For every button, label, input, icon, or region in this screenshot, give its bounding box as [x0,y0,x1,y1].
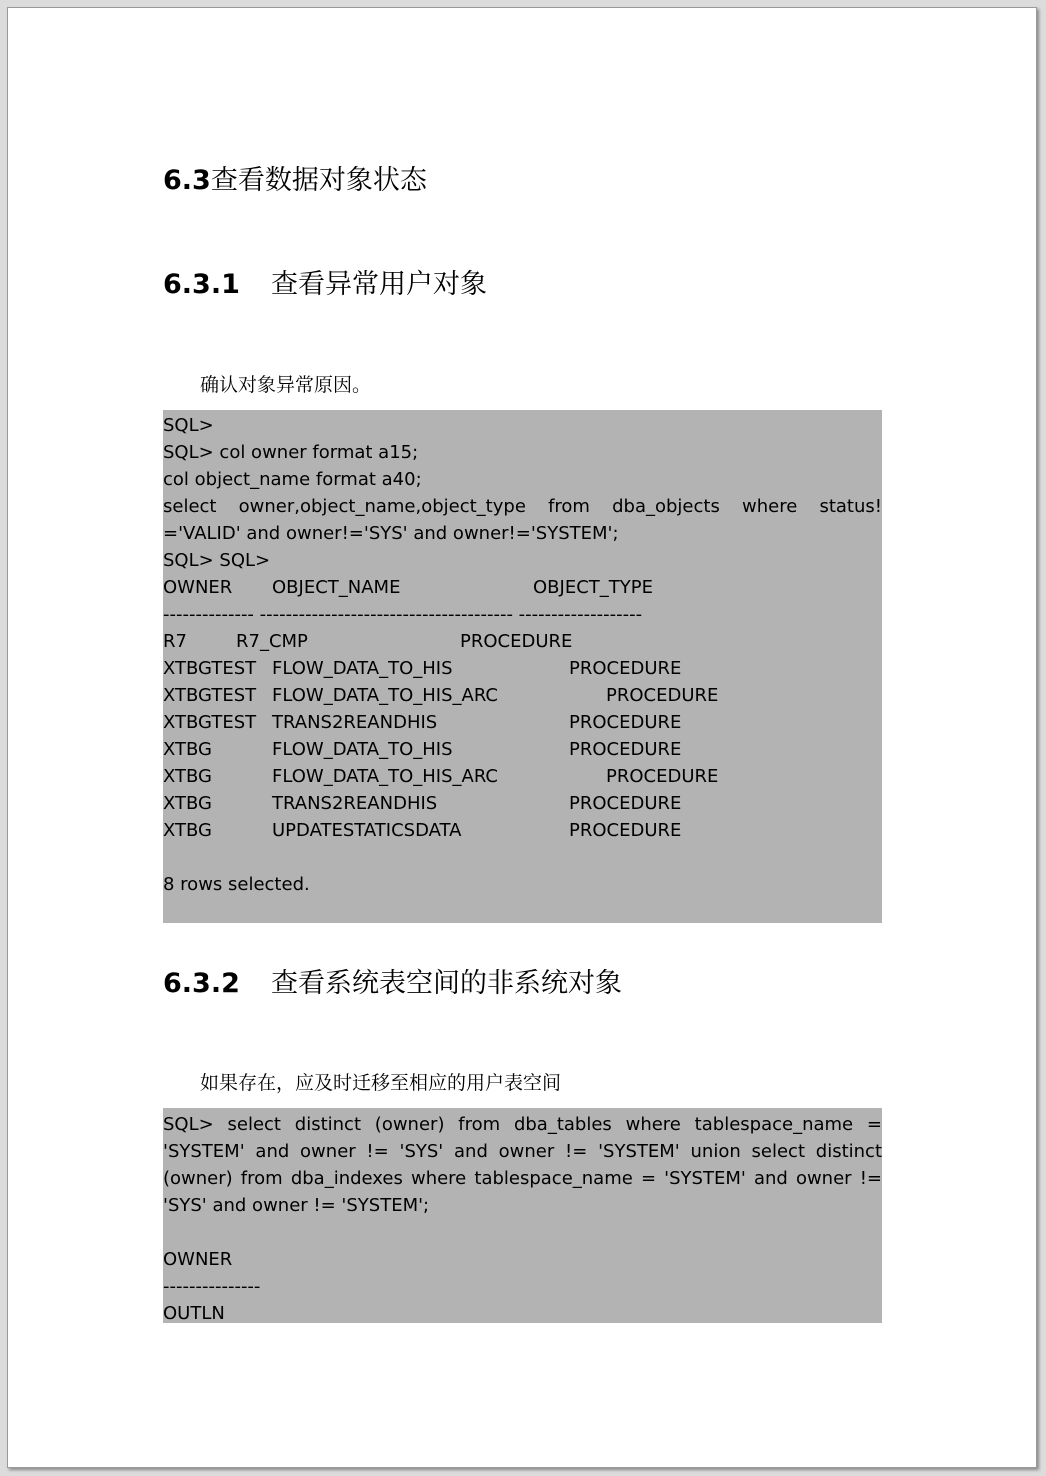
query-line: 'SYSTEM' and owner != 'SYS' and owner != 'SYSTEM' union select distinct [163,1141,882,1162]
result-separator: -------------- --------------------------------------- ------------------- [163,604,643,625]
rows-selected-footer: 8 rows selected. [163,874,310,895]
cell-object-name: TRANS2REANDHIS [272,793,438,814]
sql-code-block-2 [163,1108,882,1323]
code-word: owner,object_name,object_type [238,496,526,517]
section-number: 6.3 [163,165,211,196]
cell-object-name: FLOW_DATA_TO_HIS_ARC [272,685,499,706]
column-header-object-name: OBJECT_NAME [272,577,401,598]
code-line: ='VALID' and owner!='SYS' and owner!='SYSTEM'; [163,523,619,544]
cell-object-type: PROCEDURE [569,739,682,760]
subsection-description-2: 如果存在，应及时迁移至相应的用户表空间 [200,1072,562,1094]
column-header-owner: OWNER [163,577,233,598]
cell-owner: XTBG [163,766,212,787]
subsection-title-2: 查看系统表空间的非系统对象 [271,968,622,999]
table-row [163,682,882,709]
cell-object-type: PROCEDURE [569,712,682,733]
cell-object-type: PROCEDURE [460,631,573,652]
cell-object-type: PROCEDURE [569,820,682,841]
cell-object-name: FLOW_DATA_TO_HIS [272,658,453,679]
column-header-object-type: OBJECT_TYPE [533,577,653,598]
code-line-select [163,493,882,520]
cell-owner: XTBG [163,739,212,760]
query-line: 'SYS' and owner != 'SYSTEM'; [163,1195,430,1216]
cell-object-type: PROCEDURE [569,658,682,679]
query-line: SQL> select distinct (owner) from dba_tables where tablespace_name = [163,1114,882,1135]
code-word: status! [819,496,882,517]
code-word: dba_objects [612,496,720,517]
code-word: where [742,496,798,517]
section-heading [163,158,427,197]
code-line: SQL> col owner format a15; [163,442,419,463]
query-line: (owner) from dba_indexes where tablespace_name = 'SYSTEM' and owner != [163,1168,882,1189]
cell-object-name: UPDATESTATICSDATA [272,820,462,841]
cell-object-type: PROCEDURE [606,766,719,787]
cell-object-name: R7_CMP [236,631,308,652]
subsection-number-1: 6.3.1 [163,269,240,300]
table-row [163,763,882,790]
cell-owner: XTBGTEST [163,712,257,733]
code-line: SQL> SQL> [163,550,271,571]
cell-owner: R7 [163,631,187,652]
cell-object-name: TRANS2REANDHIS [272,712,438,733]
sql-code-block-1 [163,410,882,923]
table-row [163,709,882,736]
table-row [163,790,882,817]
subsection-heading-2 [163,961,622,1000]
cell-object-name: FLOW_DATA_TO_HIS_ARC [272,766,499,787]
document-page [7,7,1037,1468]
cell-object-name: FLOW_DATA_TO_HIS [272,739,453,760]
cell-object-type: PROCEDURE [569,793,682,814]
table-row [163,817,882,844]
subsection-description-1: 确认对象异常原因。 [200,374,372,396]
result-header-owner: OWNER [163,1249,233,1270]
cell-owner: XTBG [163,793,212,814]
subsection-heading-1 [163,262,487,301]
section-title: 查看数据对象状态 [210,165,427,196]
result-value: OUTLN [163,1303,225,1324]
subsection-number-2: 6.3.2 [163,968,240,999]
code-word: from [548,496,590,517]
table-row [163,628,882,655]
code-line: col object_name format a40; [163,469,422,490]
table-row [163,736,882,763]
result-header-row [163,574,882,601]
cell-owner: XTBGTEST [163,658,257,679]
cell-owner: XTBGTEST [163,685,257,706]
code-line: SQL> [163,415,214,436]
result-separator: --------------- [163,1276,261,1297]
cell-object-type: PROCEDURE [606,685,719,706]
subsection-title-1: 查看异常用户对象 [271,269,487,300]
cell-owner: XTBG [163,820,212,841]
code-word: select [163,496,217,517]
table-row [163,655,882,682]
